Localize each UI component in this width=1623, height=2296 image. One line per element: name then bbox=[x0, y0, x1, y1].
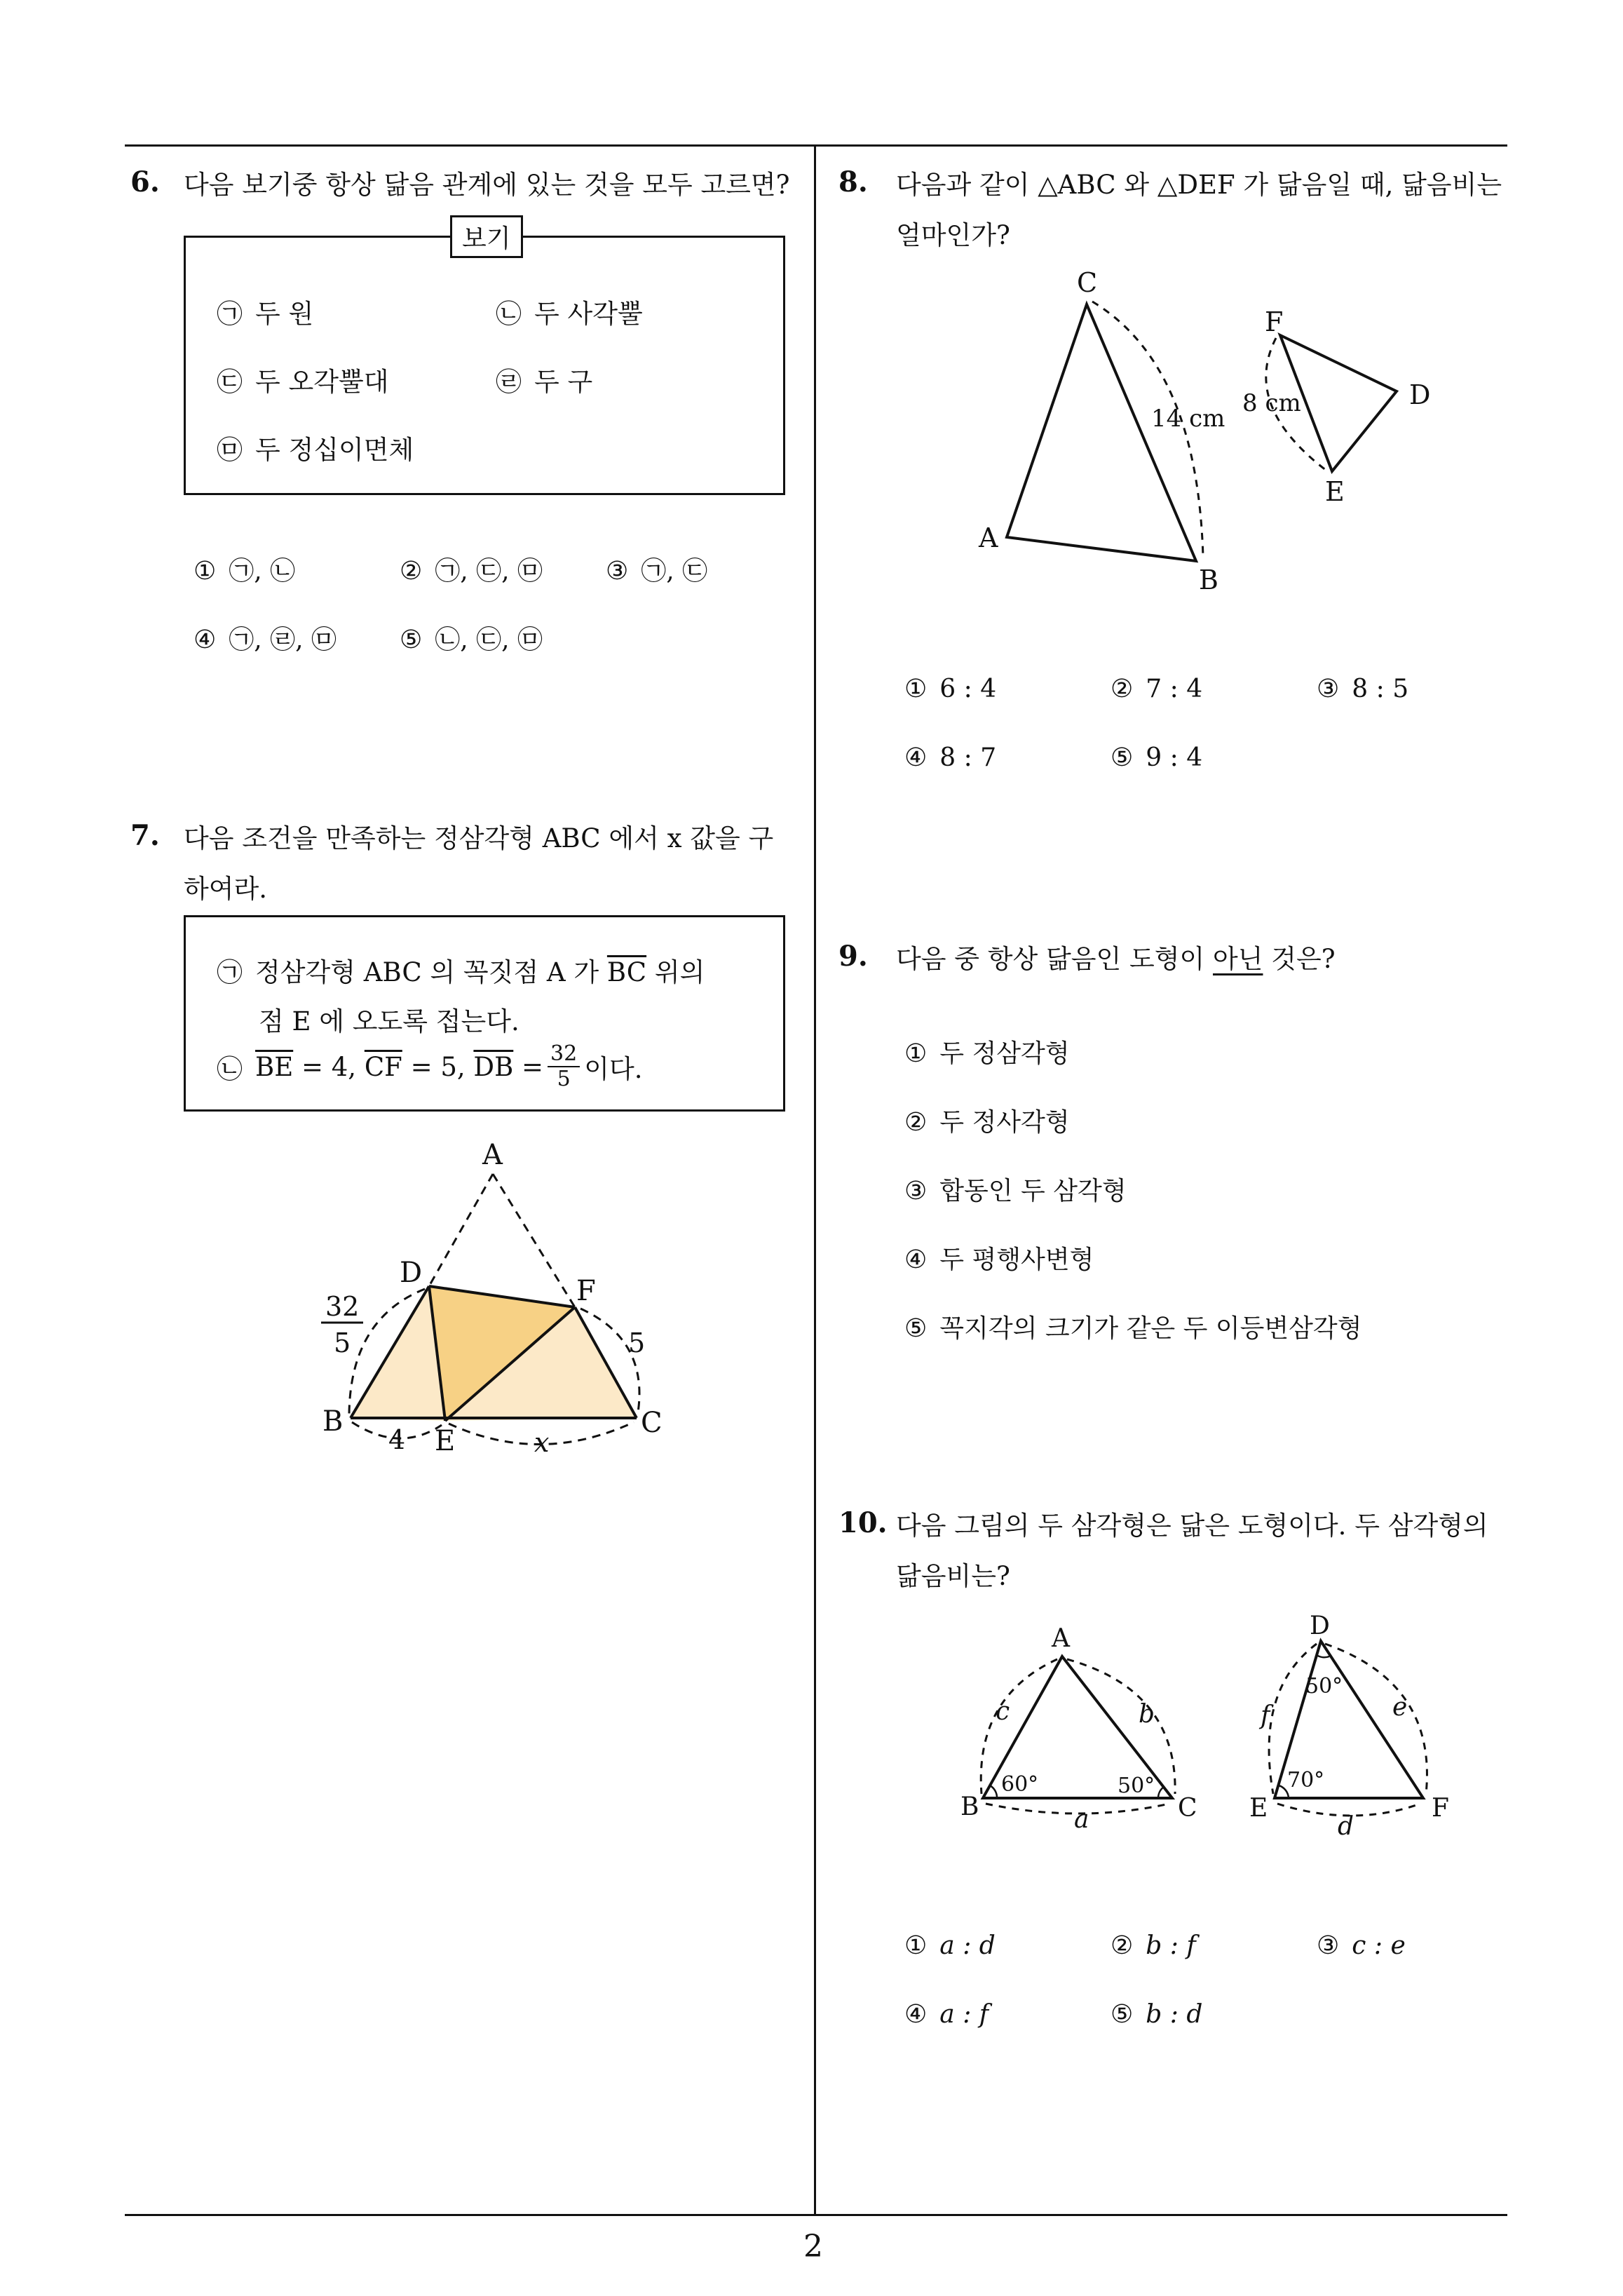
condition-2: ㉡ $\overline{BE}$ = 4, $\overline{CF}$ = 5, $\overline{DB}$ = $\frac{32}{5}$ 이다. bbox=[217, 1041, 643, 1091]
label-c: C bbox=[1077, 267, 1098, 298]
answer-option[interactable]: ③ ㉠, ㉢ bbox=[606, 557, 708, 586]
label-c: C bbox=[641, 1407, 663, 1439]
question-text: 닮음비는? bbox=[896, 1561, 1010, 1591]
bogi-item: ㉣ 두 구 bbox=[496, 367, 593, 397]
angle-d-label: 50° bbox=[1305, 1674, 1343, 1699]
question-text: 다음 조건을 만족하는 정삼각형 ABC 에서 x 값을 구 bbox=[184, 823, 774, 853]
answer-option[interactable]: ⑤ 꼭지각의 크기가 같은 두 이등변삼각형 bbox=[904, 1314, 1362, 1343]
bogi-label: 보기 bbox=[450, 215, 523, 258]
condition-1-line2: 점 E 에 오도록 접는다. bbox=[259, 1006, 520, 1036]
q10-figure bbox=[946, 1613, 1479, 1844]
question-text: 다음 보기중 항상 닮음 관계에 있는 것을 모두 고르면? bbox=[184, 170, 790, 200]
label-a: A bbox=[1052, 1624, 1070, 1653]
side-label-c: c bbox=[996, 1697, 1010, 1726]
answer-option[interactable]: ② b : f bbox=[1111, 1931, 1196, 1960]
bogi-item: ㉡ 두 사각뿔 bbox=[496, 299, 643, 329]
question-text: 다음 중 항상 닮음인 도형이 아닌 것은? bbox=[896, 944, 1336, 974]
answer-option[interactable]: ③ c : e bbox=[1317, 1931, 1406, 1960]
angle-c-arc bbox=[1158, 1787, 1164, 1798]
label-fe-length: 8 cm bbox=[1242, 389, 1301, 417]
label-f: F bbox=[1265, 306, 1284, 337]
bogi-box bbox=[184, 224, 785, 495]
answer-option[interactable]: ④ a : f bbox=[904, 2000, 989, 2029]
label-b: B bbox=[1199, 565, 1218, 595]
answer-option[interactable]: ① 두 정삼각형 bbox=[904, 1039, 1070, 1068]
condition-1: ㉠ 정삼각형 ABC 의 꼭짓점 A 가 $\overline{BC}$ 위의 bbox=[217, 957, 705, 987]
label-x: x bbox=[534, 1427, 550, 1458]
fraction: $\frac{32}{5}$ bbox=[548, 1042, 580, 1091]
answer-option[interactable]: ② 두 정사각형 bbox=[904, 1108, 1070, 1137]
answer-option[interactable]: ③ 합동인 두 삼각형 bbox=[904, 1177, 1127, 1206]
answer-option[interactable]: ④ ㉠, ㉣, ㉤ bbox=[193, 626, 337, 654]
answer-option[interactable]: ③ 8 : 5 bbox=[1317, 675, 1409, 703]
angle-c-label: 50° bbox=[1118, 1774, 1155, 1798]
label-a: A bbox=[979, 522, 998, 553]
side-label-e: e bbox=[1392, 1693, 1408, 1722]
question-number: 10. bbox=[838, 1506, 888, 1539]
label-a: A bbox=[482, 1139, 503, 1171]
answer-option[interactable]: ⑤ 9 : 4 bbox=[1111, 743, 1203, 772]
answer-option[interactable]: ① a : d bbox=[904, 1931, 996, 1960]
q7-figure bbox=[301, 1129, 694, 1480]
bogi-item: ㉤ 두 정십이면체 bbox=[217, 435, 414, 465]
question-number: 8. bbox=[838, 166, 868, 198]
question-text: 하여라. bbox=[184, 874, 267, 904]
label-f: F bbox=[1432, 1794, 1449, 1823]
label-b: B bbox=[960, 1792, 979, 1821]
bogi-item: ㉢ 두 오각뿔대 bbox=[217, 367, 389, 397]
bottom-rule bbox=[125, 2214, 1507, 2216]
label-be: 4 bbox=[388, 1424, 406, 1455]
label-f: F bbox=[576, 1275, 596, 1307]
angle-b-label: 60° bbox=[1001, 1772, 1039, 1797]
answer-option[interactable]: ① ㉠, ㉡ bbox=[193, 557, 296, 586]
answer-option[interactable]: ② ㉠, ㉢, ㉤ bbox=[400, 557, 543, 586]
question-text: 다음과 같이 △ABC 와 △DEF 가 닮음일 때, 닮음비는 bbox=[896, 170, 1502, 200]
side-label-f: f bbox=[1261, 1701, 1270, 1730]
angle-b-arc bbox=[990, 1785, 997, 1798]
label-db-num: 32 bbox=[325, 1291, 360, 1322]
triangle-abc bbox=[1007, 304, 1196, 561]
answer-option[interactable]: ④ 8 : 7 bbox=[904, 743, 997, 772]
arc-e bbox=[1325, 1644, 1427, 1794]
label-e: E bbox=[1325, 476, 1345, 507]
condition-box bbox=[184, 915, 785, 1112]
label-d: D bbox=[1409, 379, 1431, 410]
label-cf: 5 bbox=[628, 1328, 646, 1358]
label-d: D bbox=[1310, 1613, 1330, 1640]
answer-option[interactable]: ⑤ b : d bbox=[1111, 2000, 1203, 2029]
q8-figure bbox=[967, 259, 1458, 596]
side-label-a: a bbox=[1074, 1805, 1089, 1834]
question-number: 6. bbox=[130, 166, 160, 198]
dashed-ad bbox=[429, 1174, 493, 1286]
label-e: E bbox=[435, 1425, 456, 1457]
question-text: 다음 그림의 두 삼각형은 닮은 도형이다. 두 삼각형의 bbox=[896, 1511, 1488, 1541]
answer-option[interactable]: ① 6 : 4 bbox=[904, 675, 997, 703]
label-bc-length: 14 cm bbox=[1151, 405, 1225, 433]
label-b: B bbox=[322, 1405, 344, 1438]
label-e: E bbox=[1249, 1794, 1268, 1823]
top-rule bbox=[125, 144, 1507, 147]
angle-d-arc bbox=[1317, 1655, 1329, 1657]
bogi-item: ㉠ 두 원 bbox=[217, 299, 314, 329]
label-c: C bbox=[1178, 1794, 1197, 1823]
label-db-den: 5 bbox=[334, 1328, 351, 1358]
answer-option[interactable]: ② 7 : 4 bbox=[1111, 675, 1203, 703]
label-d: D bbox=[400, 1257, 423, 1289]
side-label-d: d bbox=[1338, 1812, 1354, 1841]
question-text: 얼마인가? bbox=[896, 220, 1010, 250]
page-number: 2 bbox=[803, 2229, 823, 2264]
angle-e-label: 70° bbox=[1287, 1768, 1325, 1792]
answer-option[interactable]: ⑤ ㉡, ㉢, ㉤ bbox=[400, 626, 543, 654]
answer-option[interactable]: ④ 두 평행사변형 bbox=[904, 1245, 1094, 1274]
question-number: 7. bbox=[130, 819, 160, 852]
question-number: 9. bbox=[838, 940, 868, 973]
side-label-b: b bbox=[1139, 1700, 1155, 1729]
column-divider bbox=[814, 144, 816, 2216]
dashed-af bbox=[493, 1174, 575, 1307]
